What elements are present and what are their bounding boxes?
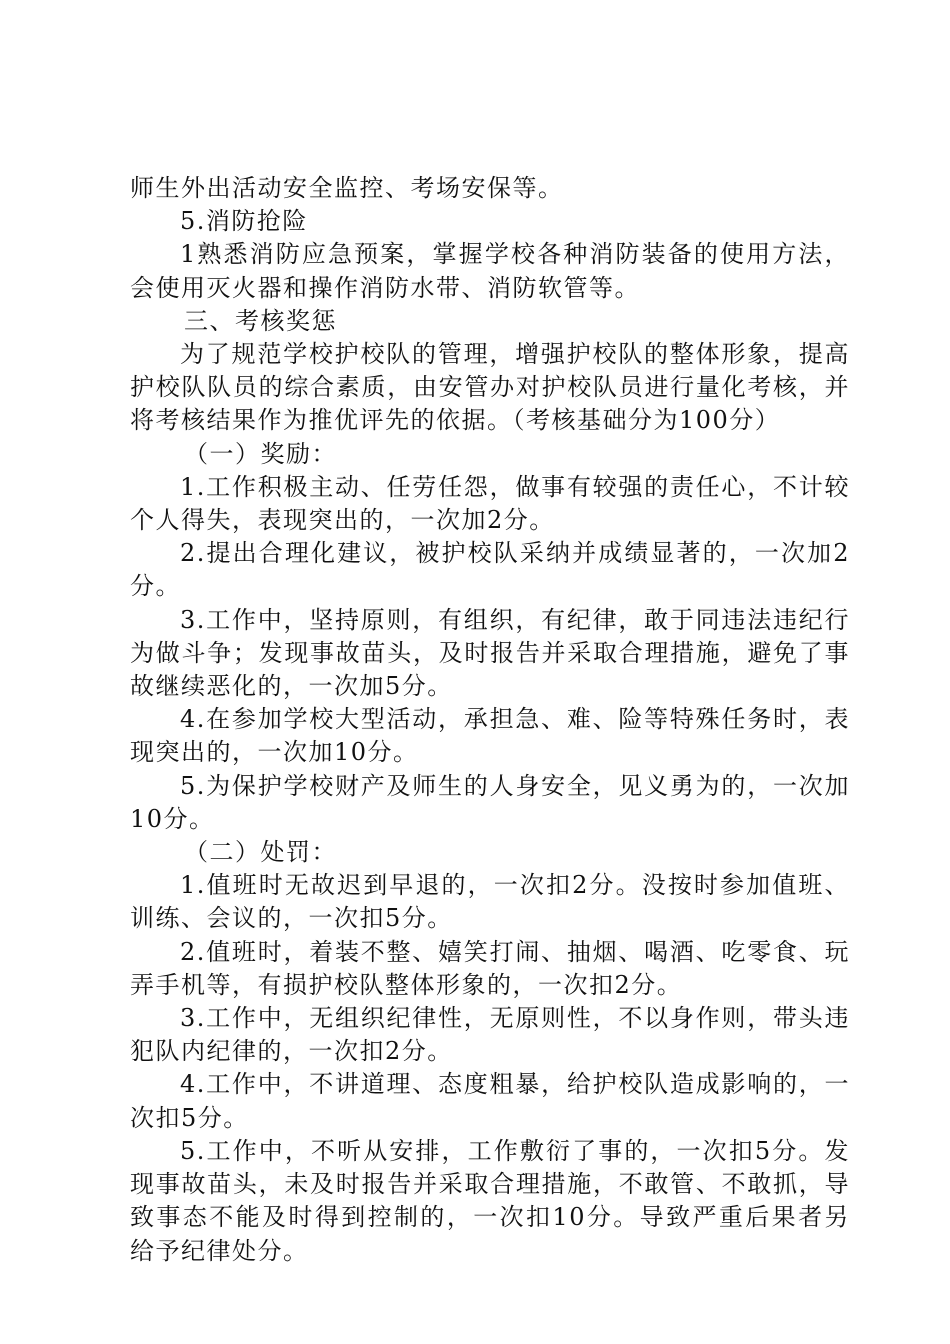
subsection-rewards-heading: （一）奖励： <box>184 439 337 468</box>
reward-item-3: 3.工作中，坚持原则，有组织，有纪律，敢于同违法违纪行为做斗争；发现事故苗头，及时报告并采取合理措施，避免了事故继续恶化的，一次加5分。 <box>130 605 850 701</box>
subsection-penalties-heading: （二）处罚： <box>184 838 337 867</box>
paragraph-fire-rescue: 1熟悉消防应急预案，掌握学校各种消防装备的使用方法，会使用灭火器和操作消防水带、消防软管等。 <box>130 240 850 302</box>
section-assessment-heading: 三、考核奖惩 <box>184 306 337 335</box>
paragraph-assessment-intro: 为了规范学校护校队的管理，增强护校队的整体形象，提高护校队队员的综合素质，由安管办对护校队员进行量化考核，并将考核结果作为推优评先的依据。（考核基础分为100分） <box>130 340 850 435</box>
reward-item-5: 5.为保护学校财产及师生的人身安全，见义勇为的，一次加10分。 <box>130 771 850 833</box>
section-fire-rescue-heading: 5.消防抢险 <box>180 207 308 236</box>
penalty-item-3: 3.工作中，无组织纪律性，无原则性，不以身作则，带头违犯队内纪律的，一次扣2分。 <box>130 1004 850 1066</box>
paragraph-continuation: 师生外出活动安全监控、考场安保等。 <box>130 174 564 202</box>
reward-item-2: 2.提出合理化建议，被护校队采纳并成绩显著的，一次加2分。 <box>130 539 850 601</box>
penalty-item-5: 5.工作中，不听从安排，工作敷衍了事的，一次扣5分。发现事故苗头，未及时报告并采取合理措施，不敢管、不敢抓，导致事态不能及时得到控制的，一次扣10分。导致严重后果者另给予纪律处分。 <box>130 1136 850 1265</box>
reward-item-1: 1.工作积极主动、任劳任怨，做事有较强的责任心，不计较个人得失，表现突出的，一次加2分。 <box>130 472 850 535</box>
document-body <box>130 172 850 1268</box>
penalty-item-1: 1.值班时无故迟到早退的，一次扣2分。没按时参加值班、训练、会议的，一次扣5分。 <box>130 871 850 933</box>
reward-item-4: 4.在参加学校大型活动，承担急、难、险等特殊任务时，表现突出的，一次加10分。 <box>130 705 850 767</box>
penalty-item-4: 4.工作中，不讲道理、态度粗暴，给护校队造成影响的，一次扣5分。 <box>130 1070 850 1132</box>
penalty-item-2: 2.值班时，着装不整、嬉笑打闹、抽烟、喝酒、吃零食、玩弄手机等，有损护校队整体形象的，一次扣2分。 <box>130 937 850 999</box>
